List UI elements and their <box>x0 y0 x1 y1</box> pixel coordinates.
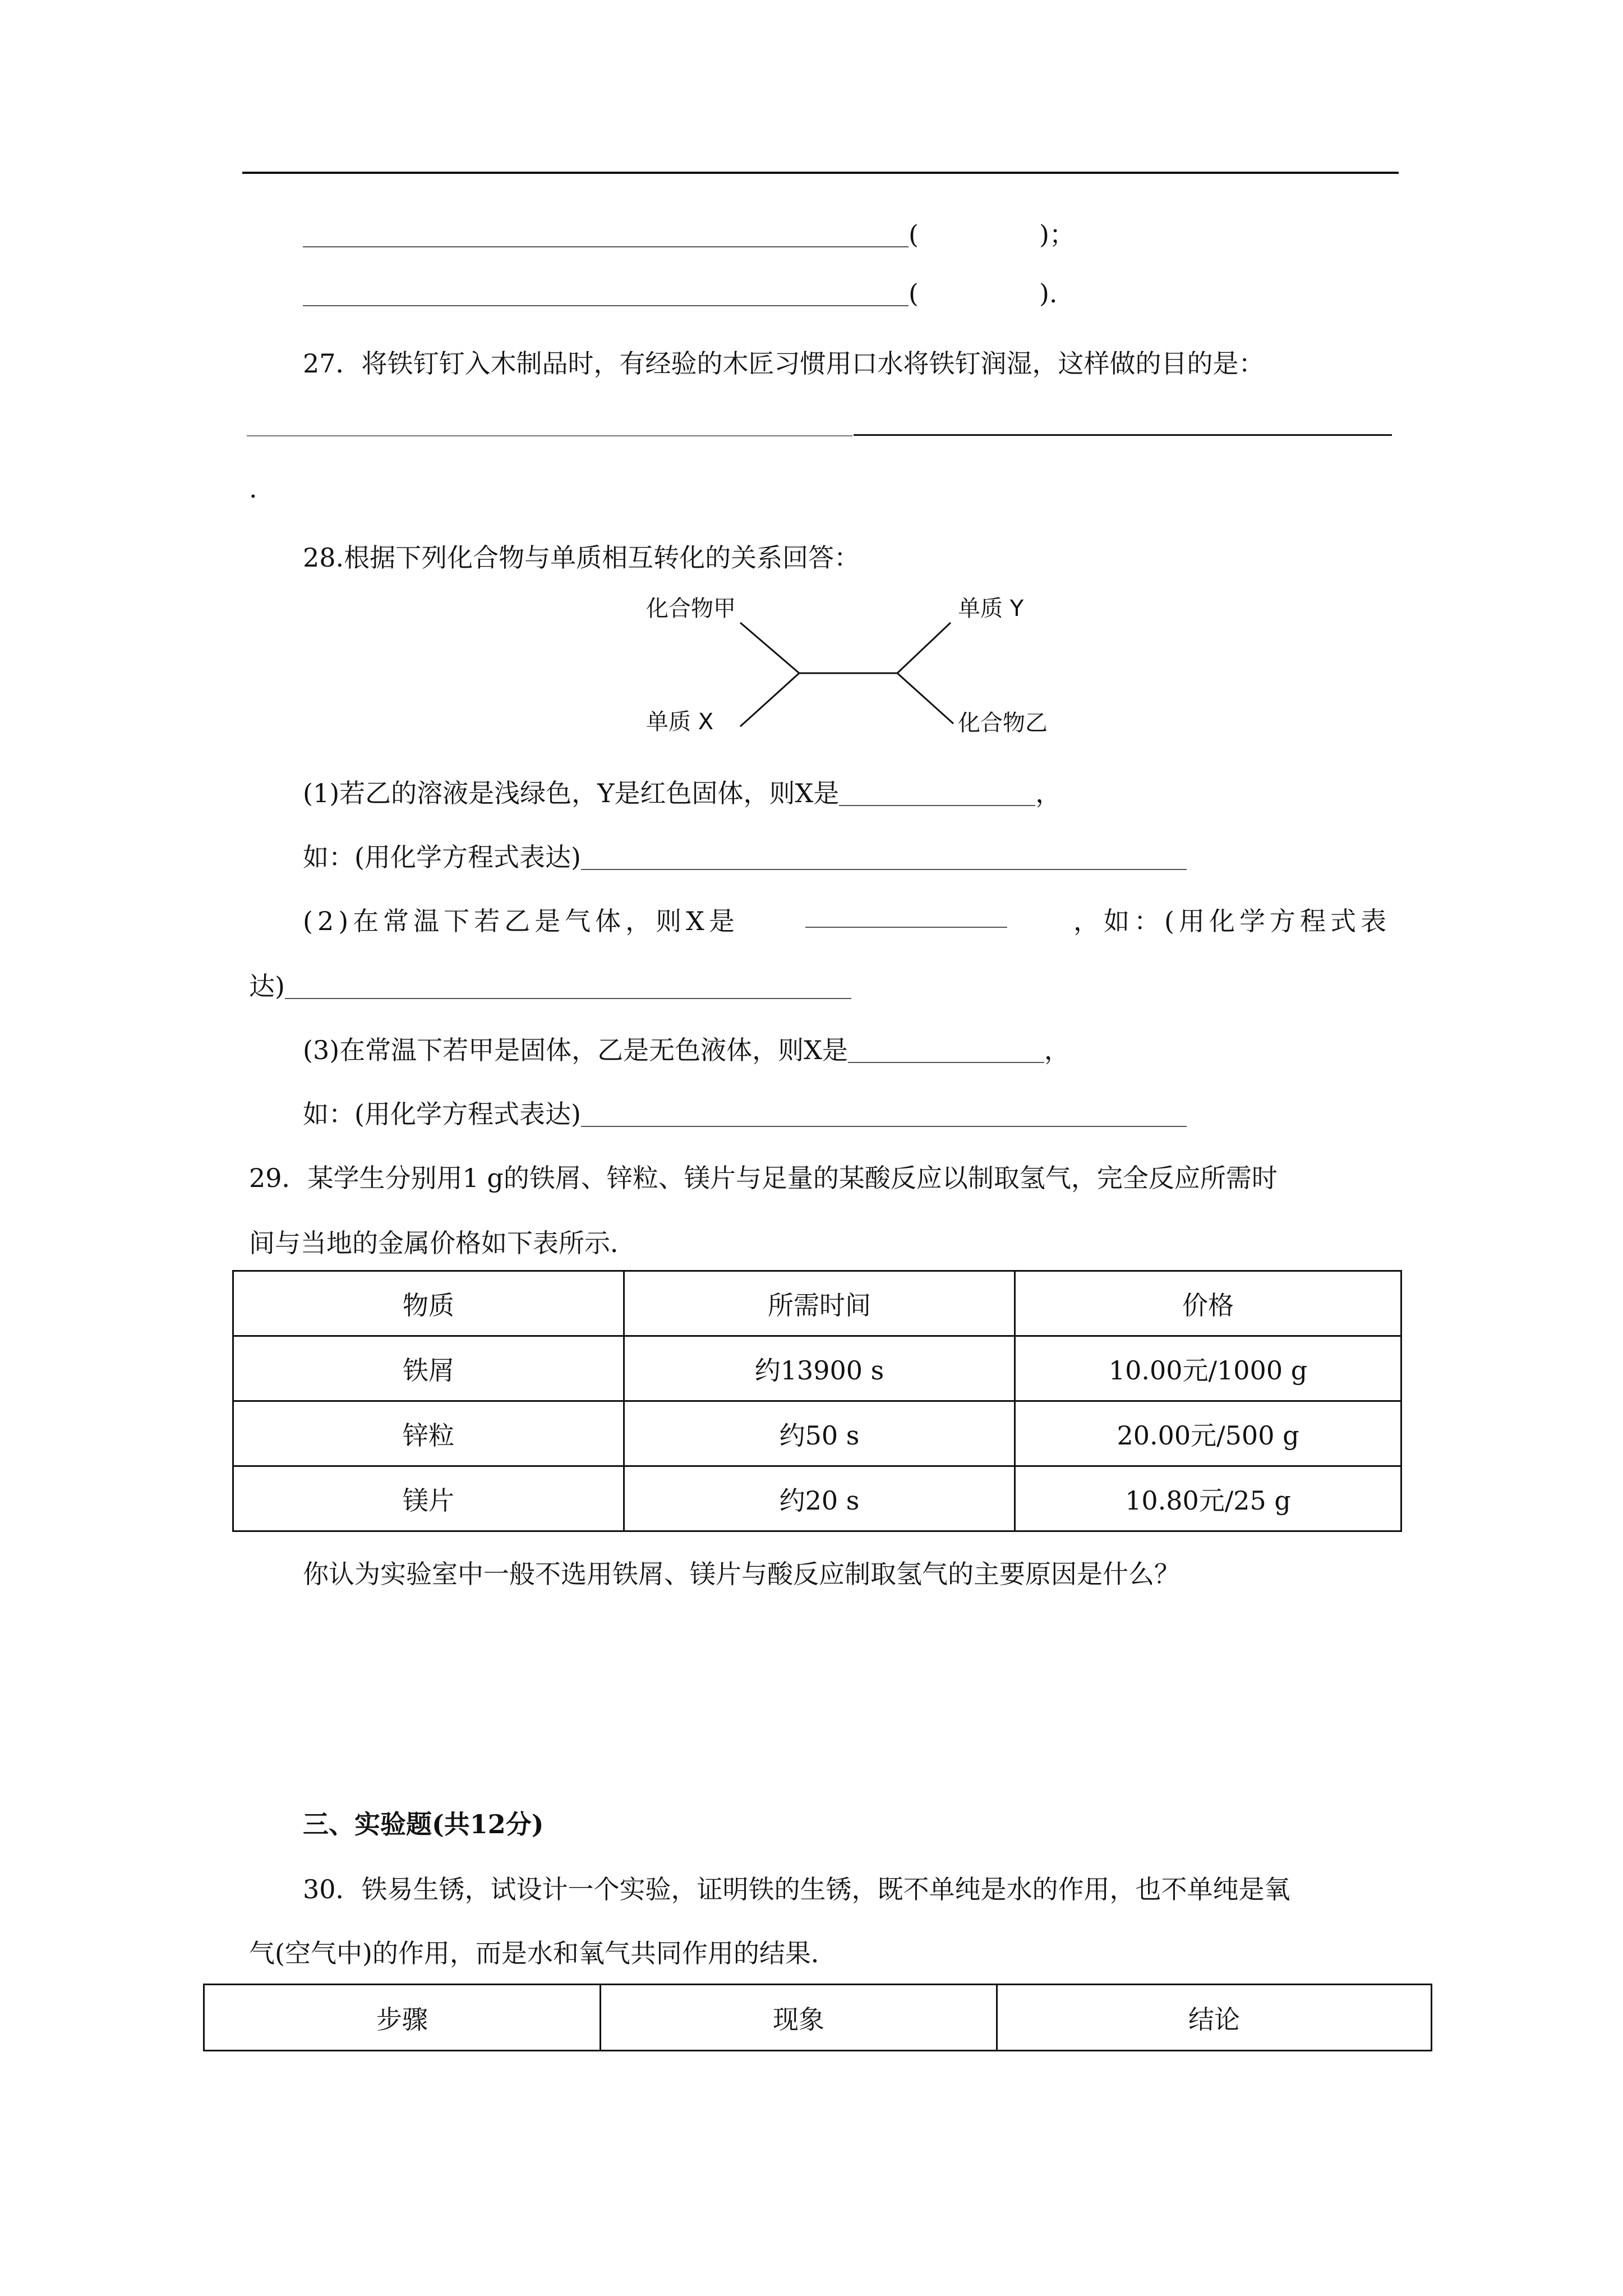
q28-part3: (3)在常温下若甲是固体，乙是无色液体，则X是 ， <box>303 1035 1070 1065</box>
header-cell: 所需时间 <box>624 1271 1015 1336</box>
answer-blank[interactable] <box>303 279 909 306</box>
metal-price-table <box>232 1270 1402 1532</box>
answer-blank[interactable] <box>581 843 1187 870</box>
diagram-label-compound-b: 化合物乙 <box>958 710 1048 736</box>
q26-answer-line-2: ( ). <box>303 278 1058 309</box>
table-cell: 约50 s <box>624 1401 1015 1466</box>
q28-part2: (2)在常温下若乙是气体，则X是 ，如：(用化学方程式表 <box>303 901 1391 938</box>
diagram-arrow-bottom-right <box>897 673 953 724</box>
header-cell: 结论 <box>997 1985 1432 2051</box>
table-cell: 镁片 <box>233 1466 624 1531</box>
answer-blank[interactable] <box>848 1036 1044 1063</box>
answer-blank[interactable] <box>839 779 1035 806</box>
table-cell: 10.80元/25 g <box>1015 1466 1401 1531</box>
q27-answer-blank-right[interactable] <box>854 434 1392 436</box>
diagram-arrow-top-left <box>740 623 799 673</box>
table-cell: 10.00元/1000 g <box>1015 1336 1401 1401</box>
header-rule <box>242 172 1399 174</box>
answer-blank[interactable] <box>581 1100 1187 1127</box>
q26-answer-line-1: ( )； <box>303 214 1075 251</box>
q27-period: . <box>249 473 257 504</box>
conversion-diagram <box>639 589 1066 752</box>
table-row <box>233 1401 1401 1466</box>
table-cell: 锌粒 <box>233 1401 624 1466</box>
header-cell: 步骤 <box>204 1985 601 2051</box>
diagram-label-compound-a: 化合物甲 <box>646 596 736 622</box>
q28-part1: (1)若乙的溶液是浅绿色，Y是红色固体，则X是 ， <box>303 778 1062 808</box>
q28-part2-equation: 达) <box>249 966 851 1003</box>
answer-blank[interactable] <box>285 972 851 999</box>
table-cell: 约13900 s <box>624 1336 1015 1401</box>
q27-answer-blank-left[interactable] <box>247 435 852 436</box>
experiment-table <box>203 1984 1432 2051</box>
table-header-row <box>233 1271 1401 1336</box>
table-header-row <box>204 1985 1432 2051</box>
table-row <box>233 1336 1401 1401</box>
diagram-label-element-y: 单质 Y <box>958 596 1024 622</box>
answer-blank[interactable] <box>303 220 909 247</box>
table-cell: 铁屑 <box>233 1336 624 1401</box>
diagram-arrow-top-right <box>897 623 951 673</box>
header-cell: 物质 <box>233 1271 624 1336</box>
q29-text-line-1: 29．某学生分别用1 g的铁屑、锌粒、镁片与足量的某酸反应以制取氢气，完全反应所需时 <box>249 1163 1278 1193</box>
q29-text-line-2: 间与当地的金属价格如下表所示． <box>249 1228 636 1258</box>
diagram-arrow-bottom-left <box>740 673 799 726</box>
table-row <box>233 1466 1401 1531</box>
q29-question: 你认为实验室中一般不选用铁屑、镁片与酸反应制取氢气的主要原因是什么？ <box>303 1559 1180 1589</box>
table-cell: 约20 s <box>624 1466 1015 1531</box>
q30-text-line-1: 30．铁易生锈，试设计一个实验，证明铁的生锈，既不单纯是水的作用，也不单纯是氧 <box>303 1874 1290 1904</box>
header-cell: 价格 <box>1015 1271 1401 1336</box>
q30-text-line-2: 气(空气中)的作用，而是水和氧气共同作用的结果． <box>249 1938 837 1968</box>
section-3-title: 三、实验题(共12分) <box>303 1809 544 1839</box>
diagram-label-element-x: 单质 X <box>646 709 714 735</box>
q28-part3-equation: 如：(用化学方程式表达) <box>303 1094 1187 1131</box>
q28-part1-equation: 如：(用化学方程式表达) <box>303 837 1187 874</box>
table-cell: 20.00元/500 g <box>1015 1401 1401 1466</box>
q27-text: 27．将铁钉钉入木制品时，有经验的木匠习惯用口水将铁钉润湿，这样做的目的是： <box>303 348 1265 379</box>
header-cell: 现象 <box>601 1985 997 2051</box>
answer-blank[interactable] <box>805 901 1007 928</box>
q28-stem: 28.根据下列化合物与单质相互转化的关系回答： <box>303 542 860 573</box>
